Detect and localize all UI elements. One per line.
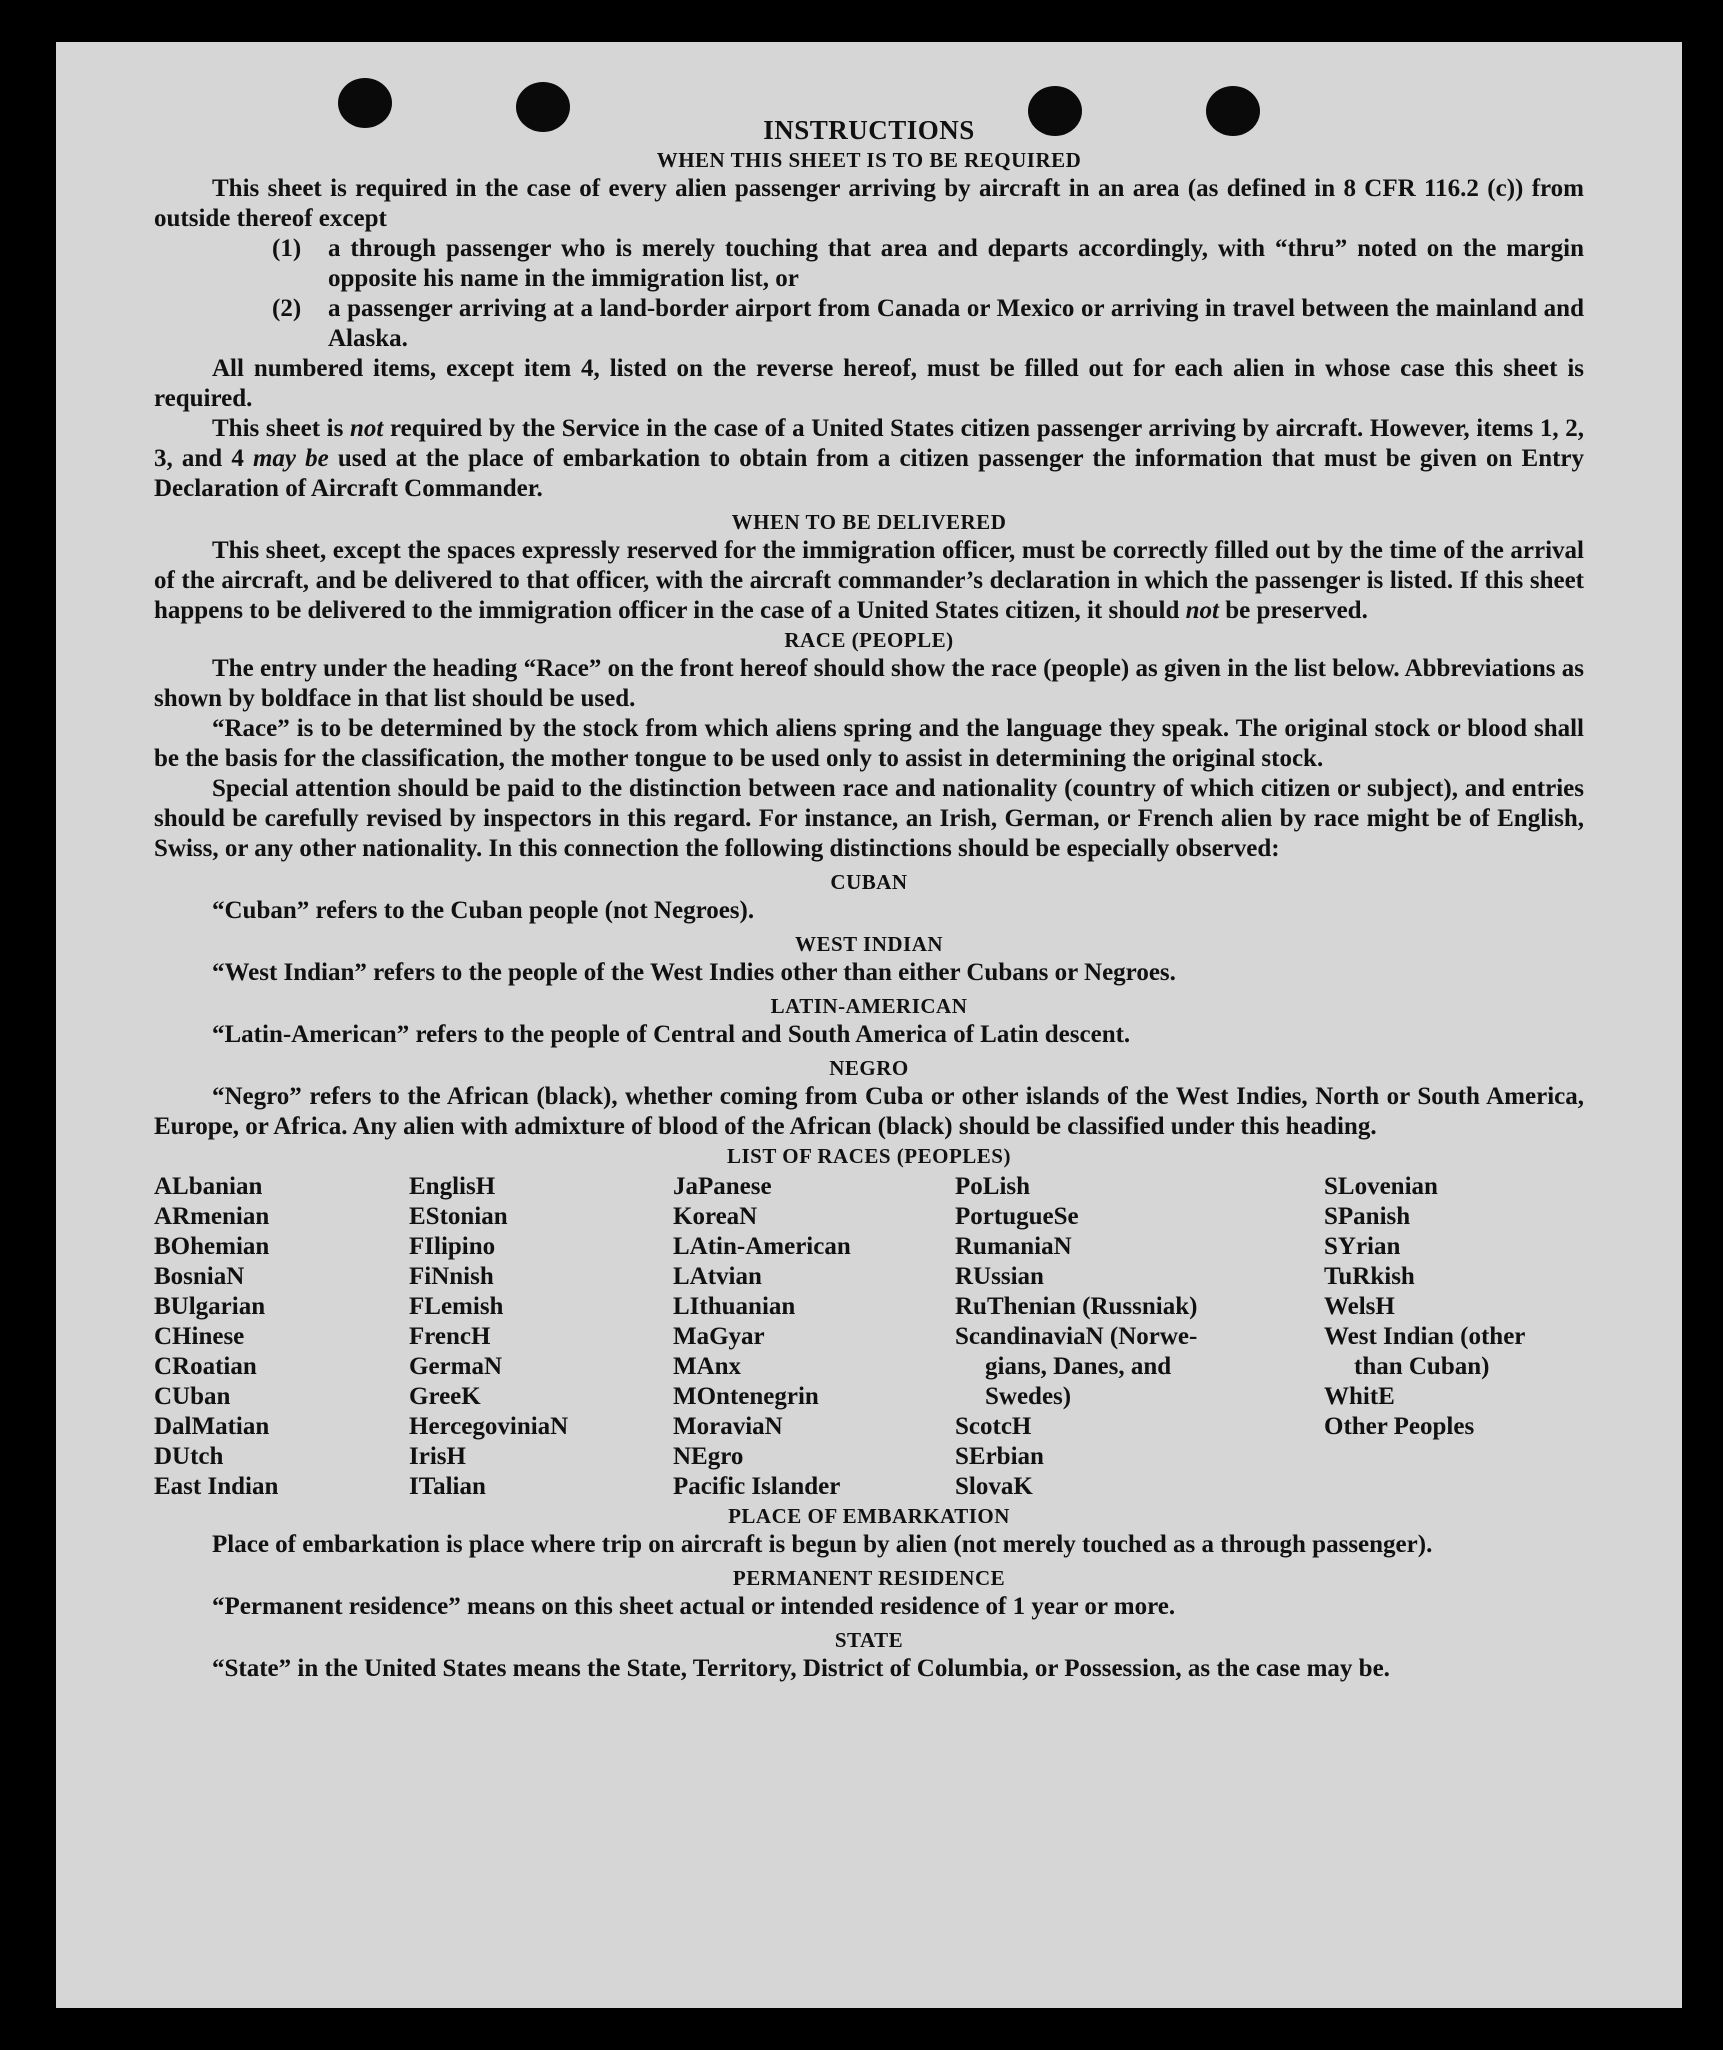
race-item: PortugueSe: [955, 1203, 1079, 1230]
race-item: RumaniaN: [955, 1233, 1072, 1260]
race-item: DalMatian: [154, 1413, 270, 1440]
embarkation-heading: PLACE OF EMBARKATION: [728, 1504, 1010, 1528]
when-required-intro: This sheet is required in the case of every alien passenger arriving by aircraft in an area (as defined in 8 CFR 116.2 (c)) from outside thereof except: [154, 175, 1584, 232]
race-item: BUlgarian: [154, 1293, 266, 1320]
race-item: CRoatian: [154, 1353, 257, 1380]
state-heading: STATE: [834, 1628, 904, 1652]
race-item-continuation: than Cuban): [1354, 1353, 1490, 1380]
race-item: SlovaK: [955, 1473, 1033, 1500]
race-item: FiNnish: [409, 1263, 494, 1290]
when-delivered-paragraph: [154, 536, 1584, 626]
race-item: BOhemian: [154, 1233, 270, 1260]
race-item-text: ScandinaviaN (Norwe-: [955, 1323, 1198, 1350]
race-item-continuation: gians, Danes, and: [985, 1353, 1172, 1380]
negro-text: “Negro” refers to the African (black), whether coming from Cuba or other islands of the West Indies, North or South America, Europe, or Africa. Any alien with admixture of blood of the African (black) should be classified under this heading.: [154, 1083, 1584, 1140]
race-item-scandinavian: [955, 1322, 1324, 1412]
race-item-west-indian: [1324, 1322, 1584, 1382]
citizen-paragraph: [154, 414, 1584, 504]
west-indian-heading: WEST INDIAN: [794, 932, 944, 956]
race-item: NEgro: [673, 1443, 744, 1470]
race-item: ALbanian: [154, 1173, 263, 1200]
instructions-content: [154, 114, 1584, 1684]
citizen-text-e: used at the place of embarkation to obtain from a citizen passenger the information that must be given on Entry Declaration of Aircraft Commander.: [154, 445, 1585, 502]
race-item: CHinese: [154, 1323, 245, 1350]
item-number: (1): [272, 235, 302, 262]
race-item: WelsH: [1324, 1293, 1395, 1320]
state-text: “State” in the United States means the State, Territory, District of Columbia, or Possession, as the case may be.: [212, 1655, 1390, 1682]
race-item: ARmenian: [154, 1203, 270, 1230]
item-text: a through passenger who is merely touching that area and departs accordingly, with “thru” noted on the margin opposite his name in the immigration list, or: [328, 235, 1584, 292]
race-item: KoreaN: [673, 1203, 758, 1230]
race-item: DUtch: [154, 1443, 224, 1470]
race-item: IrisH: [409, 1443, 466, 1470]
race-item: LAtin-American: [673, 1233, 851, 1260]
race-item: GreeK: [409, 1383, 481, 1410]
residence-heading: PERMANENT RESIDENCE: [732, 1566, 1006, 1590]
race-item: FIlipino: [409, 1233, 496, 1260]
exception-item-2: [272, 294, 1584, 354]
race-item: HercegoviniaN: [409, 1413, 569, 1440]
races-column-3: [673, 1172, 955, 1502]
item-text: a passenger arriving at a land-border airport from Canada or Mexico or arriving in travel between the mainland and Alaska.: [328, 295, 1584, 352]
race-item: RuThenian (Russniak): [955, 1293, 1198, 1320]
citizen-text-a: This sheet is: [212, 415, 344, 442]
citizen-text-d: may be: [252, 445, 329, 472]
races-column-2: [409, 1172, 673, 1502]
race-paragraph-1: The entry under the heading “Race” on the front hereof should show the race (people) as given in the list below. Abbreviations as shown by boldface in that list should be used.: [154, 655, 1584, 712]
race-item-continuation: Swedes): [985, 1383, 1072, 1410]
races-list: [154, 1172, 1584, 1502]
race-item: RUssian: [955, 1263, 1044, 1290]
item-number: (2): [272, 295, 302, 322]
race-item: Other Peoples: [1324, 1413, 1475, 1440]
when-delivered-heading: WHEN TO BE DELIVERED: [731, 510, 1007, 534]
race-item-text: West Indian (other: [1324, 1323, 1526, 1350]
delivered-text-a: This sheet, except the spaces expressly reserved for the immigration officer, must be correctly filled out by the time of the arrival of the aircraft, and be delivered to that officer, with the aircraft commander’s declaration in which the passenger is listed. If this sheet happens to be delivered to the immigration officer in the case of a United States citizen, it should: [154, 537, 1584, 624]
latin-american-heading: LATIN-AMERICAN: [770, 994, 968, 1018]
delivered-text-c: be preserved.: [1225, 597, 1368, 624]
races-column-5: [1324, 1172, 1584, 1502]
race-item: BosniaN: [154, 1263, 245, 1290]
race-item: CUban: [154, 1383, 231, 1410]
race-item: TuRkish: [1324, 1263, 1415, 1290]
race-item: MoraviaN: [673, 1413, 783, 1440]
races-column-4: [955, 1172, 1324, 1502]
race-item: SPanish: [1324, 1203, 1411, 1230]
exception-item-1: [272, 234, 1584, 294]
race-item: WhitE: [1324, 1383, 1395, 1410]
races-column-1: [154, 1172, 409, 1502]
delivered-text-b: not: [1185, 597, 1219, 624]
race-item: ITalian: [409, 1473, 486, 1500]
when-required-heading: WHEN THIS SHEET IS TO BE REQUIRED: [656, 148, 1082, 172]
residence-text: “Permanent residence” means on this sheet actual or intended residence of 1 year or more.: [212, 1593, 1176, 1620]
race-item: MAnx: [673, 1353, 742, 1380]
document-page: [56, 42, 1682, 2008]
race-item: PoLish: [955, 1173, 1031, 1200]
page-title: INSTRUCTIONS: [763, 115, 975, 145]
race-item: EStonian: [409, 1203, 508, 1230]
race-item: MaGyar: [673, 1323, 765, 1350]
race-item: LIthuanian: [673, 1293, 796, 1320]
race-item: GermaN: [409, 1353, 503, 1380]
race-item: East Indian: [154, 1473, 279, 1500]
race-item: FrencH: [409, 1323, 491, 1350]
numbered-items-paragraph: All numbered items, except item 4, listed on the reverse hereof, must be filled out for each alien in whose case this sheet is required.: [154, 355, 1584, 412]
race-item: ScotcH: [955, 1413, 1032, 1440]
race-item: JaPanese: [673, 1173, 772, 1200]
list-of-races-heading: LIST OF RACES (PEOPLES): [727, 1144, 1011, 1168]
race-item: SYrian: [1324, 1233, 1401, 1260]
latin-american-text: “Latin-American” refers to the people of Central and South America of Latin descent.: [212, 1021, 1131, 1048]
race-paragraph-3: Special attention should be paid to the distinction between race and nationality (country of which citizen or subject), and entries should be carefully revised by inspectors in this regard. For instance, an Irish, German, or French alien by race might be of English, Swiss, or any other nationality. In this connection the following distinctions should be especially observed:: [154, 775, 1584, 862]
race-item: SLovenian: [1324, 1173, 1438, 1200]
citizen-text-c: required by the Service in the case of a United States citizen passenger arriving by aircraft. However, items 1, 2, 3, and 4: [154, 415, 1584, 472]
race-item: LAtvian: [673, 1263, 762, 1290]
race-item: SErbian: [955, 1443, 1044, 1470]
race-item: Pacific Islander: [673, 1473, 841, 1500]
race-paragraph-2: “Race” is to be determined by the stock from which aliens spring and the language they speak. The original stock or blood shall be the basis for the classification, the mother tongue to be used only to assist in determining the original stock.: [154, 715, 1584, 772]
cuban-text: “Cuban” refers to the Cuban people (not Negroes).: [212, 897, 755, 924]
race-item: EnglisH: [409, 1173, 496, 1200]
citizen-text-b: not: [350, 415, 384, 442]
cuban-heading: CUBAN: [830, 870, 908, 894]
west-indian-text: “West Indian” refers to the people of the West Indies other than either Cubans or Negroes.: [212, 959, 1176, 986]
embarkation-text: Place of embarkation is place where trip on aircraft is begun by alien (not merely touched as a through passenger).: [212, 1531, 1433, 1558]
negro-heading: NEGRO: [829, 1056, 909, 1080]
race-heading: RACE (PEOPLE): [784, 628, 954, 652]
race-item: MOntenegrin: [673, 1383, 819, 1410]
race-item: FLemish: [409, 1293, 504, 1320]
